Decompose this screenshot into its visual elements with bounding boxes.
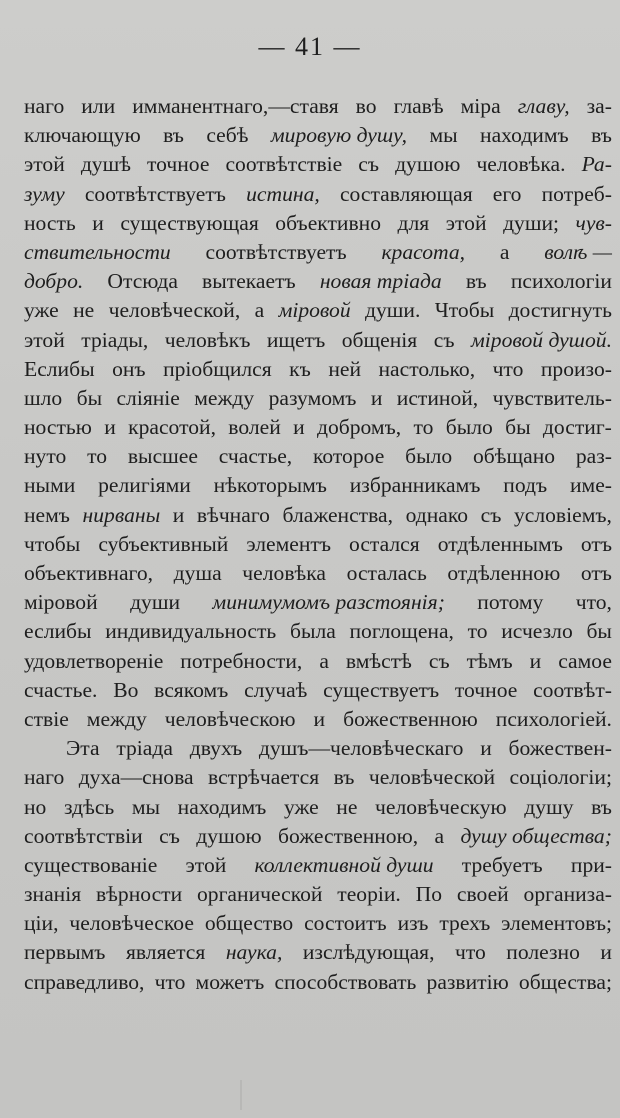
italic-word: главу,	[517, 94, 570, 118]
italic-word: наука,	[225, 940, 283, 965]
word: было	[445, 415, 493, 440]
word: точное	[454, 677, 518, 702]
word: въ	[591, 123, 612, 148]
word: ціи,	[24, 911, 59, 936]
word: а	[319, 648, 329, 673]
word: и	[172, 502, 185, 527]
word: ными	[24, 473, 76, 498]
word: избранникамъ	[349, 473, 481, 498]
text-line	[24, 909, 612, 938]
word: ней	[328, 356, 362, 381]
word: и	[480, 736, 492, 761]
word: ностью	[24, 415, 92, 440]
word: съ	[480, 502, 502, 527]
word: съ	[159, 823, 180, 848]
word: точное	[146, 152, 210, 177]
word: существованіе	[24, 852, 158, 877]
word: первымъ	[24, 940, 106, 965]
word: души;	[503, 210, 560, 235]
text-line	[24, 530, 612, 559]
word: себѣ	[206, 123, 249, 148]
word: блаженства,	[282, 502, 394, 527]
text-line	[24, 880, 612, 909]
word: съ	[433, 327, 455, 352]
word: отдѣленною	[447, 561, 561, 585]
word: то	[413, 415, 434, 440]
word: организа-	[523, 882, 612, 907]
word: въ	[163, 123, 184, 148]
word: пріобщился	[163, 356, 272, 381]
word: потребности,	[180, 648, 303, 673]
italic-word: красота,	[381, 239, 466, 264]
word: существующая	[120, 210, 259, 235]
word: двухъ	[189, 736, 243, 761]
word: общенія	[341, 327, 418, 352]
word: было	[405, 444, 453, 469]
italic-word: добро.	[24, 269, 84, 294]
word: элементъ	[246, 531, 331, 556]
text-line	[24, 150, 612, 179]
word: объективно	[275, 210, 382, 235]
word: и	[370, 385, 383, 410]
word: ключающую	[24, 123, 141, 148]
word: и	[293, 415, 305, 440]
word: религіями	[98, 473, 191, 498]
word: нѣкоторымъ	[213, 473, 327, 498]
word: а	[499, 239, 510, 264]
word: человѣческою	[164, 706, 296, 731]
word: элементовъ;	[501, 911, 612, 936]
word: мы	[429, 123, 458, 148]
word: которое	[313, 444, 385, 469]
word: поглощена,	[349, 619, 454, 644]
paper-crease	[240, 1080, 242, 1110]
italic-word: мировую душу,	[270, 123, 408, 148]
word: въ	[465, 269, 487, 294]
word: соотвѣтствіи	[24, 823, 143, 848]
word: трехъ	[439, 911, 491, 936]
text-line	[24, 588, 612, 617]
word: психологіей.	[495, 706, 612, 731]
word: вытекаетъ	[202, 269, 296, 294]
word: Еслибы	[24, 356, 95, 381]
word: произо-	[540, 356, 612, 381]
word: этой	[24, 152, 65, 177]
word: субъективный	[98, 531, 229, 556]
word: раз-	[575, 444, 612, 469]
word: міра	[460, 94, 501, 118]
word: съ	[428, 648, 450, 673]
word: наго	[24, 94, 65, 118]
word: индивидуальность	[105, 619, 277, 644]
word: соотвѣт-	[533, 677, 612, 702]
word: органической	[196, 882, 323, 907]
text-line	[24, 734, 612, 763]
italic-word: ствительности	[24, 239, 171, 264]
word: разумомъ	[268, 385, 357, 410]
word: Эта	[66, 736, 100, 761]
word: съ	[358, 152, 380, 177]
word: и	[104, 415, 116, 440]
word: человѣческую	[375, 794, 507, 819]
text-line	[24, 384, 612, 413]
italic-word: волѣ —	[544, 239, 612, 264]
word: не	[336, 794, 358, 819]
italic-word: міровой	[278, 298, 351, 323]
word: здѣсь	[63, 794, 115, 819]
word: отъ	[580, 561, 612, 585]
word: бы	[586, 619, 612, 644]
word: достиг-	[542, 415, 612, 440]
word: немъ	[24, 502, 70, 527]
word: потому	[477, 590, 544, 615]
word: изъ	[397, 911, 429, 936]
page-number: — 41 —	[258, 32, 362, 61]
text-line	[24, 851, 612, 880]
word: соотвѣтствіе	[225, 152, 343, 177]
text-line	[24, 180, 612, 209]
word: полезно	[506, 940, 580, 965]
text-line	[24, 296, 612, 325]
word: можетъ	[195, 969, 265, 994]
word: души	[130, 590, 181, 615]
word: что	[154, 969, 186, 994]
word: условіемъ,	[513, 502, 612, 527]
word: справедливо,	[24, 969, 145, 994]
word: при-	[570, 852, 612, 877]
word: состоитъ	[304, 911, 387, 936]
word: за-	[586, 94, 612, 118]
word: находимъ	[480, 123, 569, 148]
word: отъ	[580, 531, 612, 556]
word: ствіе	[24, 706, 69, 731]
text-line	[24, 705, 612, 734]
word: удовлетвореніе	[24, 648, 164, 673]
word: подъ	[503, 473, 548, 498]
word: душою	[196, 823, 262, 848]
word: главѣ	[393, 94, 444, 118]
italic-word: истина,	[246, 181, 320, 206]
word: Во	[113, 677, 139, 702]
word: является	[125, 940, 206, 965]
word: своей	[456, 882, 509, 907]
text-line	[24, 209, 612, 238]
word: и	[529, 648, 542, 673]
word: По	[415, 882, 443, 907]
word: онъ	[112, 356, 146, 381]
italic-word: новая тріада	[319, 269, 442, 294]
word: обѣщано	[472, 444, 556, 469]
word: существуетъ	[323, 677, 440, 702]
word: остался	[349, 531, 420, 556]
word: развитію	[426, 969, 509, 994]
word: ищетъ	[266, 327, 326, 352]
italic-word: коллективной души	[254, 852, 434, 877]
word: Отсюда	[107, 269, 178, 294]
text-line	[24, 559, 612, 588]
word: божественною,	[278, 823, 419, 848]
word: душъ—человѣческаго	[258, 736, 464, 761]
italic-word: чув-	[575, 210, 612, 235]
word: потреб-	[541, 181, 612, 206]
word: объективнаго,	[24, 561, 154, 585]
word: соотвѣтствуетъ	[205, 239, 347, 264]
italic-word: минимумомъ разстоянія;	[212, 590, 445, 615]
word: въ	[591, 794, 612, 819]
word: чувствитель-	[492, 385, 612, 410]
word: но	[24, 794, 47, 819]
word: тріада	[116, 736, 173, 761]
text-line	[24, 617, 612, 646]
word: божествен-	[508, 736, 612, 761]
word: соотвѣтствуетъ	[84, 181, 226, 206]
word: во	[355, 94, 377, 118]
word: что,	[575, 590, 612, 615]
text-line	[24, 326, 612, 355]
word: способствовать	[274, 969, 417, 994]
word: счастье,	[218, 444, 293, 469]
word: человѣка	[242, 561, 326, 585]
word: что	[455, 940, 486, 965]
word: красотой,	[128, 415, 216, 440]
word: отдѣленнымъ	[437, 531, 563, 556]
text-line	[24, 938, 612, 967]
word: вмѣстѣ	[345, 648, 412, 673]
text-line	[24, 238, 612, 267]
word: высшее	[127, 444, 198, 469]
word: его	[492, 181, 522, 206]
word: Чтобы	[434, 298, 495, 323]
word: истиной,	[396, 385, 479, 410]
word: то	[467, 619, 488, 644]
word: находимъ	[177, 794, 267, 819]
text-line	[24, 121, 612, 150]
italic-word: міровой душой.	[471, 327, 612, 352]
word: изслѣдующая,	[302, 940, 435, 965]
text-line	[24, 676, 612, 705]
word: человѣкъ	[164, 327, 251, 352]
word: бы	[505, 415, 531, 440]
text-line	[24, 413, 612, 442]
word: исчезло	[501, 619, 573, 644]
word: этой	[445, 210, 487, 235]
italic-word: Ра-	[581, 152, 612, 177]
word: име-	[569, 473, 612, 498]
italic-word: душу общества;	[460, 823, 612, 848]
word: случаѣ	[244, 677, 308, 702]
word: вѣрности	[95, 882, 183, 907]
word: этой	[185, 852, 227, 877]
word: чтобы	[24, 531, 81, 556]
body-text	[24, 92, 612, 997]
word: сліяніе	[116, 385, 180, 410]
word: требуетъ	[461, 852, 543, 877]
word: общества;	[518, 969, 612, 994]
word: душою	[395, 152, 461, 177]
word: встрѣчается	[208, 765, 320, 790]
word: или	[81, 94, 116, 118]
word: была	[289, 619, 336, 644]
word: для	[397, 210, 430, 235]
word: человѣка.	[476, 152, 566, 177]
text-line	[24, 355, 612, 384]
text-line	[24, 442, 612, 471]
text-line	[24, 471, 612, 500]
word: ность	[24, 210, 76, 235]
word: соціологіи;	[509, 765, 612, 790]
word: добромъ,	[316, 415, 402, 440]
word: духа—снова	[78, 765, 194, 790]
word: счастье.	[24, 677, 98, 702]
word: составляющая	[339, 181, 473, 206]
word: между	[86, 706, 147, 731]
text-line	[24, 647, 612, 676]
word: тѣмъ	[466, 648, 513, 673]
word: то	[87, 444, 108, 469]
word: этой	[24, 327, 65, 352]
word: бы	[76, 385, 103, 410]
word: душа	[173, 561, 222, 585]
word: и	[313, 706, 326, 731]
word: души.	[364, 298, 421, 323]
word: тріады,	[81, 327, 149, 352]
word: мы	[131, 794, 161, 819]
word: человѣческой	[368, 765, 496, 790]
italic-word: зуму	[24, 181, 65, 206]
text-line	[24, 793, 612, 822]
word: человѣческое	[69, 911, 194, 936]
italic-word: нирваны	[82, 502, 161, 527]
word: теоріи.	[337, 882, 401, 907]
text-line	[24, 501, 612, 530]
word: уже	[24, 298, 59, 323]
word: и	[600, 940, 612, 965]
word: осталась	[346, 561, 427, 585]
word: уже	[283, 794, 319, 819]
word: между	[194, 385, 255, 410]
text-line	[24, 968, 612, 997]
word: міровой	[24, 590, 98, 615]
word: душу	[524, 794, 574, 819]
word: шло	[24, 385, 63, 410]
word: къ	[289, 356, 311, 381]
word: вѣчнаго	[196, 502, 270, 527]
word: знанія	[24, 882, 82, 907]
text-line	[24, 267, 612, 296]
word: волей	[228, 415, 281, 440]
word: наго	[24, 765, 65, 790]
word: и	[92, 210, 104, 235]
word: что	[492, 356, 524, 381]
word: психологіи	[510, 269, 612, 294]
word: нуто	[24, 444, 67, 469]
word: однако	[405, 502, 469, 527]
word: достигнуть	[508, 298, 612, 323]
word: самое	[558, 648, 612, 673]
word: человѣческой,	[108, 298, 241, 323]
text-line	[24, 822, 612, 851]
word: душѣ	[80, 152, 131, 177]
word: еслибы	[24, 619, 92, 644]
word: въ	[333, 765, 355, 790]
word: всякомъ	[154, 677, 229, 702]
word: общество	[204, 911, 294, 936]
text-line	[24, 92, 612, 121]
word: не	[73, 298, 95, 323]
word: имманентнаго,—ставя	[132, 94, 339, 118]
text-line	[24, 763, 612, 792]
word: настолько,	[378, 356, 476, 381]
word: божественною	[343, 706, 478, 731]
word: а	[254, 298, 265, 323]
word: а	[434, 823, 445, 848]
